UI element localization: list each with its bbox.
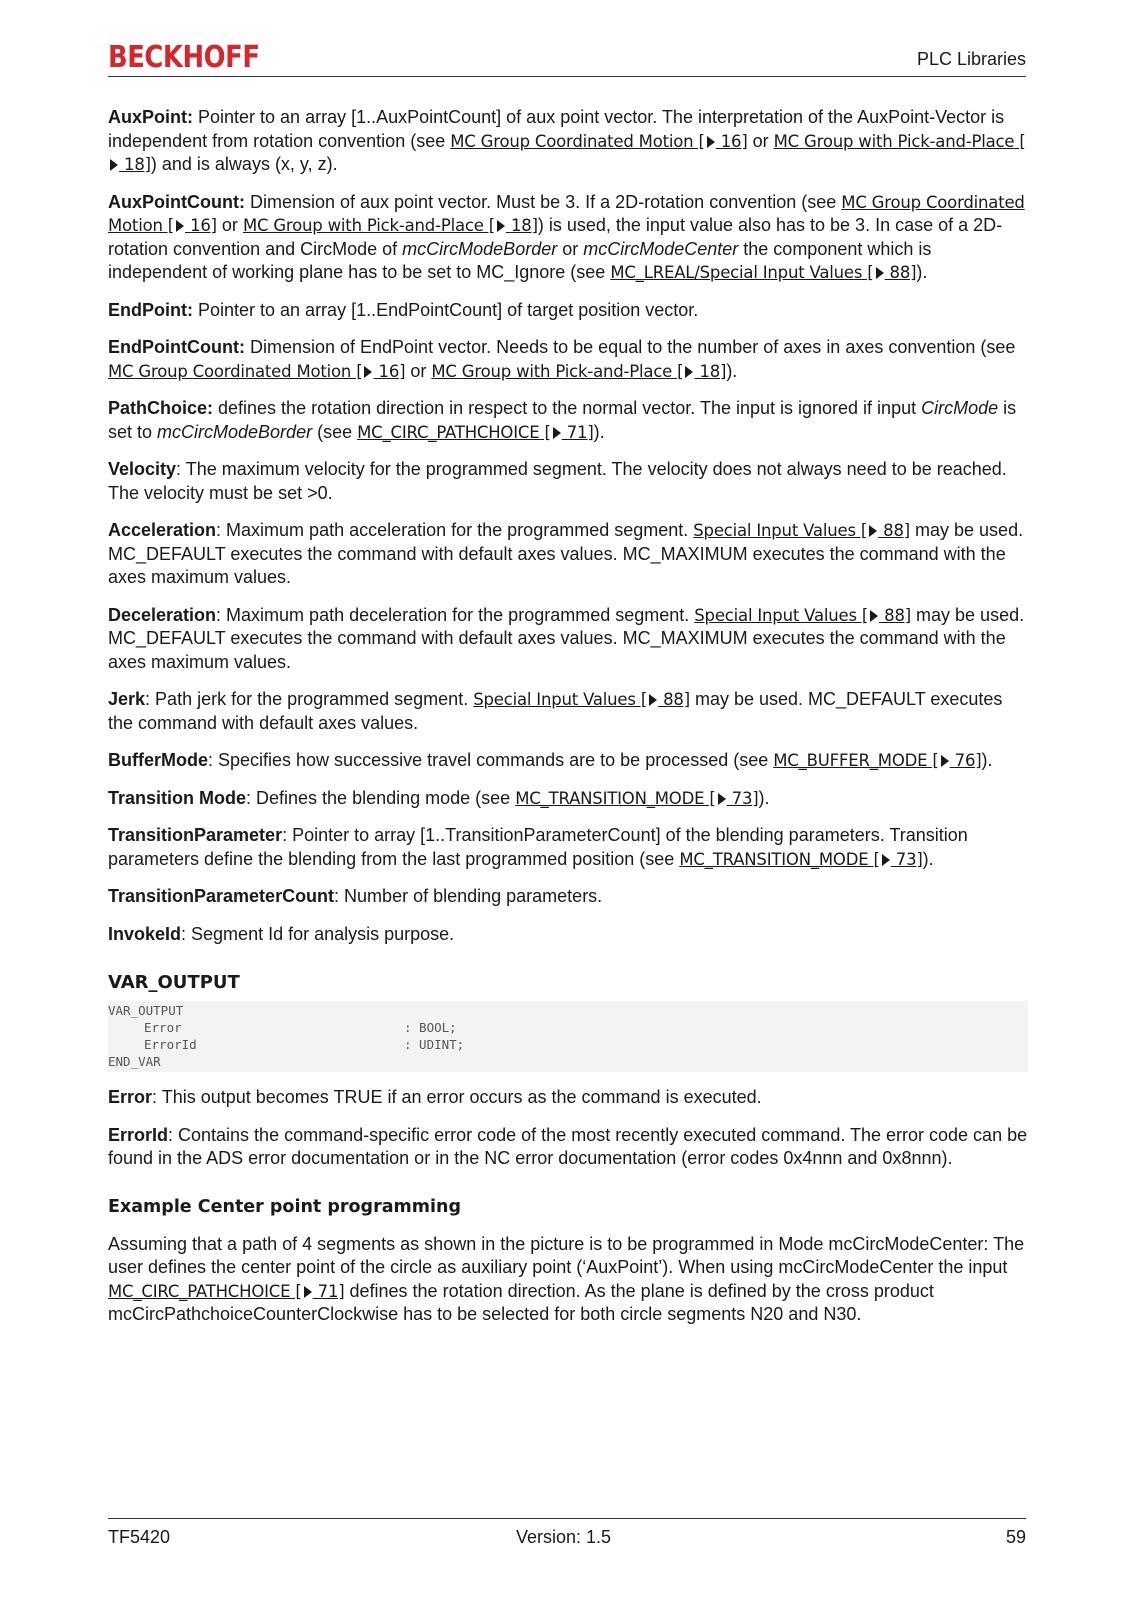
output-parameter-list [108, 1086, 1028, 1171]
body-text: or [216, 215, 243, 235]
code-line: END_VAR [108, 1054, 161, 1069]
parameter-name: ErrorId [108, 1124, 169, 1145]
body-text: or [747, 130, 774, 151]
variable-type: : UDINT; [404, 1037, 465, 1052]
triangle-right-icon [649, 694, 657, 706]
parameter-name: TransitionParameterCount [108, 886, 335, 906]
body-text: : Pointer to array [1..TransitionParameterCount] of the blending parameters. Transition parameters define the blending from the last programmed position (see [108, 825, 968, 869]
body-text: or [557, 238, 584, 259]
beckhoff-logo: BECKHOFF [108, 40, 260, 75]
body-text: defines the rotation direction in respect to the normal vector. The input is ignored if input [213, 398, 922, 418]
body-text: : The maximum velocity for the programmed segment. The velocity does not always need to be reached. The velocity must be set >0. [108, 459, 1007, 503]
footer-version: Version: 1.5 [516, 1527, 612, 1547]
code-declaration-line [108, 1036, 1028, 1053]
body-text: Pointer to an array [1..EndPointCount] of target position vector. [192, 299, 699, 320]
triangle-right-icon [941, 755, 949, 767]
page-header [108, 40, 1026, 77]
body-text: Dimension of EndPoint vector. Needs to be equal to the number of axes in axes convention (see [244, 337, 1016, 357]
parameter-description [108, 519, 1028, 590]
parameter-name: Deceleration [108, 604, 217, 625]
parameter-name: TransitionParameter [108, 825, 283, 845]
page-number: 59 [1005, 1527, 1026, 1547]
body-text: : Maximum path acceleration for the programmed segment. [216, 520, 694, 540]
parameter-name: Error [108, 1087, 153, 1107]
cross-reference-link[interactable]: MC_BUFFER_MODE [ 76] [773, 751, 982, 770]
cross-reference-link[interactable]: MC_CIRC_PATHCHOICE [ 71] [357, 422, 594, 442]
example-heading: Example Center point programming [108, 1196, 461, 1217]
parameter-name: InvokeId [108, 923, 182, 944]
body-text: Pointer to an array [1..AuxPointCount] of aux point vector. The interpretation of the AuxPoint-Vector is independent from rotation convention (see [108, 107, 1005, 151]
cross-reference-link[interactable]: MC Group Coordinated Motion [ 16] [450, 131, 748, 151]
parameter-description [108, 336, 1028, 383]
cross-reference-link[interactable]: MC_TRANSITION_MODE [ 73] [515, 788, 759, 808]
triangle-right-icon [304, 1286, 312, 1298]
body-text: or [405, 360, 432, 381]
parameter-description [108, 299, 1028, 323]
body-text: : Segment Id for analysis purpose. [181, 923, 455, 944]
parameter-description [108, 688, 1028, 735]
body-text: : Contains the command-specific error code of the most recently executed command. The error code can be found in the ADS error documentation or in the NC error documentation (error codes 0x4nnn and 0x8nnn). [108, 1124, 1028, 1168]
triangle-right-icon [707, 136, 715, 148]
cross-reference-link[interactable]: MC Group with Pick-and-Place [ 18] [431, 361, 727, 381]
parameter-description [108, 923, 1028, 947]
body-text: : Path jerk for the programmed segment. [145, 689, 474, 709]
code-declarations [108, 1019, 1028, 1053]
emphasis-text: CircMode [921, 398, 999, 418]
parameter-name: EndPoint: [108, 299, 193, 320]
body-text: : Defines the blending mode (see [246, 787, 516, 808]
variable-type: : BOOL; [404, 1020, 457, 1035]
cross-reference-link[interactable]: MC_LREAL/Special Input Values [ 88] [610, 263, 917, 282]
parameter-description [108, 885, 1028, 909]
body-text: ). [758, 787, 770, 808]
parameter-name: AuxPointCount: [108, 191, 245, 212]
body-text: : This output becomes TRUE if an error occurs as the command is executed. [152, 1087, 762, 1107]
parameter-description [108, 458, 1028, 505]
cross-reference-link[interactable]: Special Input Values [ 88] [473, 690, 690, 709]
body-text: defines the rotation direction. As the plane is defined by the cross product mcCircPathchoiceCounterClockwise has to be selected for both circle segments N20 and N30. [108, 1280, 934, 1324]
parameter-description [108, 604, 1028, 675]
body-text: ). [726, 360, 738, 381]
var-output-code-block [108, 1001, 1028, 1072]
parameter-name: AuxPoint: [108, 107, 193, 127]
triangle-right-icon [869, 525, 877, 537]
cross-reference-link[interactable]: MC Group with Pick-and-Place [ 18] [242, 216, 538, 235]
body-text: ). [593, 421, 605, 442]
triangle-right-icon [685, 366, 693, 378]
body-text: ). [916, 262, 928, 282]
cross-reference-link[interactable]: MC Group with Pick-and-Place [ 18] [108, 132, 1026, 175]
body-text: may be used. MC_DEFAULT executes the command with default axes values. [108, 689, 1003, 733]
body-text: : Specifies how successive travel commands are to be processed (see [208, 750, 774, 770]
page-footer [108, 1518, 1026, 1559]
parameter-name: PathChoice: [108, 398, 214, 418]
triangle-right-icon [553, 427, 561, 439]
parameter-name: Transition Mode [108, 787, 247, 808]
body-text: : Maximum path deceleration for the programmed segment. [216, 604, 695, 625]
cross-reference-link[interactable]: MC_TRANSITION_MODE [ 73] [679, 849, 923, 869]
parameter-description [108, 1124, 1028, 1171]
body-text: may be used. MC_DEFAULT executes the command with default axes values. MC_MAXIMUM executes the command with the axes maximum values. [108, 604, 1025, 672]
cross-reference-link[interactable]: MC_CIRC_PATHCHOICE [ 71] [108, 1281, 345, 1301]
body-text: : Number of blending parameters. [334, 886, 603, 906]
cross-reference-link[interactable]: MC Group Coordinated Motion [ 16] [108, 192, 1025, 235]
body-text: ). [922, 848, 934, 869]
body-text: may be used. MC_DEFAULT executes the command with default axes values. MC_MAXIMUM executes the command with the axes maximum values. [108, 520, 1024, 587]
cross-reference-link[interactable]: MC Group Coordinated Motion [ 16] [108, 361, 406, 381]
body-text: ) and is always (x, y, z). [150, 154, 338, 174]
parameter-description [108, 106, 1028, 177]
parameter-description [108, 1086, 1028, 1110]
triangle-right-icon [497, 220, 505, 232]
triangle-right-icon [882, 854, 890, 866]
code-declaration-line [108, 1019, 1028, 1036]
parameter-description [108, 787, 1028, 811]
emphasis-text: mcCircModeCenter [583, 238, 739, 259]
triangle-right-icon [876, 267, 884, 279]
parameter-name: EndPointCount: [108, 337, 245, 357]
parameter-description [108, 397, 1028, 444]
parameter-name: Velocity [108, 459, 177, 479]
triangle-right-icon [110, 159, 118, 171]
triangle-right-icon [870, 610, 878, 622]
variable-name: ErrorId [144, 1037, 197, 1052]
example-paragraph [108, 1233, 1028, 1327]
triangle-right-icon [718, 793, 726, 805]
parameter-name: BufferMode [108, 750, 208, 770]
body-text: Assuming that a path of 4 segments as shown in the picture is to be programmed in Mode mcCircModeCenter: The user defines the center point of the circle as auxiliary point (‘AuxPoint’). When using mcCircModeCenter the input [108, 1233, 1025, 1277]
emphasis-text: mcCircModeBorder [402, 238, 558, 259]
code-line: VAR_OUTPUT [108, 1003, 184, 1018]
body-text: ) is used, the input value also has to be 3. In case of a 2D-rotation convention and CircMode of [108, 215, 1003, 259]
body-text: (see [312, 421, 358, 442]
parameter-description [108, 749, 1028, 773]
page-content [108, 106, 1028, 1341]
var-output-heading: VAR_OUTPUT [108, 972, 240, 993]
body-text: is set to [108, 398, 1017, 442]
input-parameter-list [108, 106, 1028, 946]
footer-product: TF5420 [108, 1527, 171, 1547]
parameter-name: Jerk [108, 689, 146, 709]
parameter-description [108, 824, 1028, 871]
cross-reference-link[interactable]: Special Input Values [ 88] [693, 521, 911, 540]
body-text: ). [981, 750, 993, 770]
header-section-title: PLC Libraries [916, 49, 1026, 69]
cross-reference-link[interactable]: Special Input Values [ 88] [694, 605, 912, 625]
variable-name: Error [144, 1020, 182, 1035]
triangle-right-icon [176, 220, 184, 232]
body-text: Dimension of aux point vector. Must be 3. If a 2D-rotation convention (see [244, 191, 842, 212]
triangle-right-icon [364, 366, 372, 378]
parameter-description [108, 191, 1028, 285]
emphasis-text: mcCircModeBorder [157, 421, 313, 442]
body-text: the component which is independent of working plane has to be set to MC_Ignore (see [108, 238, 932, 282]
parameter-name: Acceleration [108, 520, 217, 540]
